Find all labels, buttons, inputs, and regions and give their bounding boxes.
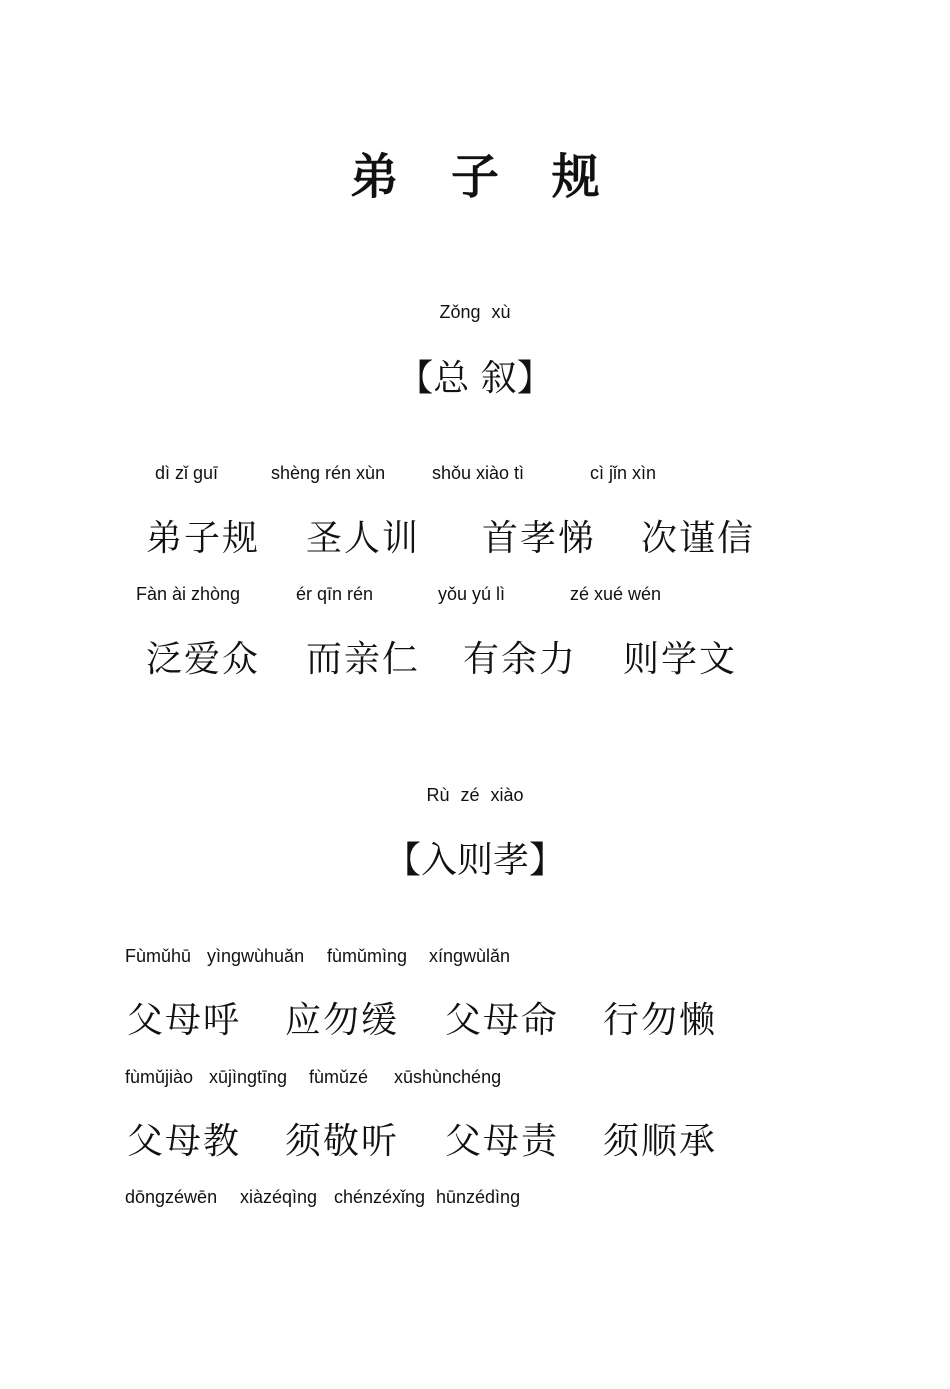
verse-phrase: 次谨信: [641, 518, 756, 559]
pinyin-phrase: fùmǔjiào: [125, 1067, 194, 1087]
document-title: 弟 子 规: [350, 149, 618, 205]
pinyin-phrase: xūshùnchéng: [394, 1067, 502, 1087]
pinyin-phrase: shǒu xiào tì: [432, 463, 525, 483]
pinyin-phrase: Fàn ài zhòng: [136, 584, 241, 604]
verse-phrase: 父母责: [445, 1121, 560, 1162]
pinyin-phrase: dōngzéwēn: [125, 1187, 218, 1207]
verse-phrase: 弟子规: [146, 518, 261, 559]
section-heading: 【入则孝】: [384, 840, 565, 881]
pinyin-phrase: ér qīn rén: [296, 584, 374, 604]
pinyin-phrase: cì jǐn xìn: [590, 463, 657, 483]
verse-phrase: 须敬听: [285, 1121, 400, 1162]
pinyin-phrase: xiàzéqìng: [240, 1187, 318, 1207]
verse-phrase: 首孝悌: [482, 518, 597, 559]
pinyin-phrase: Fùmǔhū: [125, 946, 192, 966]
verse-phrase: 则学文: [623, 639, 738, 680]
pinyin-phrase: chénzéxǐng: [334, 1187, 426, 1207]
verse-phrase: 应勿缓: [285, 1000, 400, 1041]
pinyin-phrase: fùmǔzé: [309, 1067, 369, 1087]
verse-phrase: 须顺承: [603, 1121, 718, 1162]
pinyin-phrase: shèng rén xùn: [271, 463, 386, 483]
verse-phrase: 泛爱众: [146, 639, 261, 680]
section-pinyin: Rù zé xiào: [426, 785, 524, 805]
pinyin-phrase: xūjìngtīng: [209, 1067, 288, 1087]
pinyin-phrase: zé xué wén: [570, 584, 662, 604]
verse-phrase: 父母呼: [127, 1000, 242, 1041]
pinyin-phrase: yǒu yú lì: [438, 584, 506, 604]
pinyin-phrase: dì zǐ guī: [155, 463, 219, 483]
pinyin-phrase: hūnzédìng: [436, 1187, 521, 1207]
verse-phrase: 有余力: [463, 639, 578, 680]
verse-phrase: 父母命: [445, 1000, 560, 1041]
pinyin-phrase: xíngwùlǎn: [429, 946, 511, 966]
verse-phrase: 而亲仁: [306, 639, 421, 680]
section-pinyin: Zǒng xù: [439, 302, 511, 322]
verse-phrase: 父母教: [127, 1121, 242, 1162]
pinyin-phrase: yìngwùhuǎn: [207, 946, 305, 966]
verse-phrase: 圣人训: [306, 518, 421, 559]
section-heading: 【总 叙】: [397, 358, 553, 399]
pinyin-phrase: fùmǔmìng: [327, 946, 408, 966]
verse-phrase: 行勿懒: [603, 1000, 718, 1041]
